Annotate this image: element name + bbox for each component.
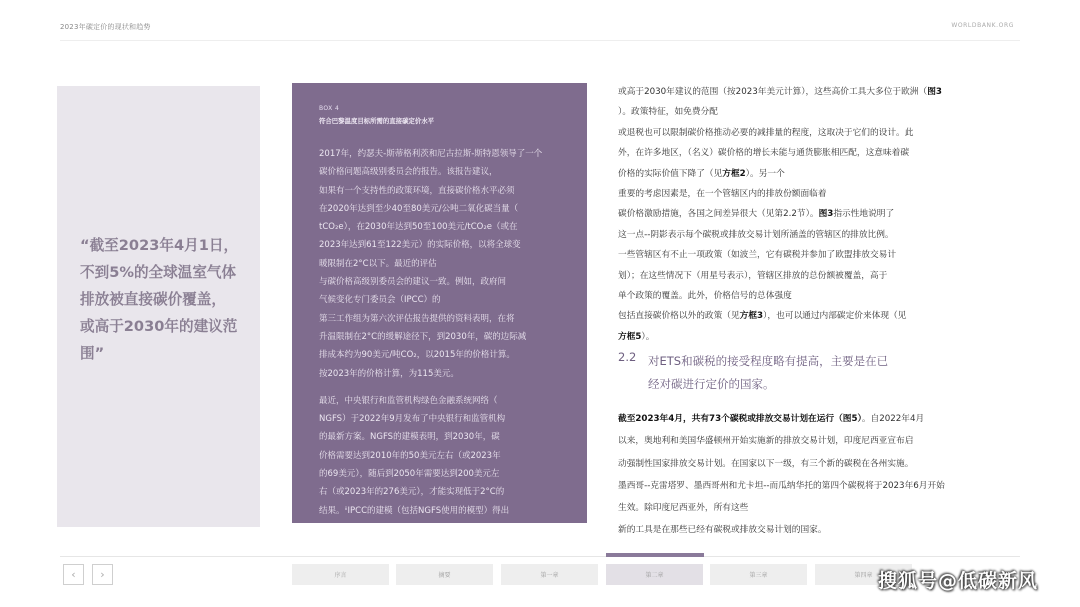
box4-line: 与碳价格高级别委员会的建议一致。例如，政府间 <box>319 277 507 288</box>
body-bold-ref: 图3 <box>818 209 834 220</box>
box4-title: 符合巴黎温度目标所需的直接碳定价水平 <box>319 117 435 125</box>
body-line <box>618 408 1038 430</box>
body-text: 划）；在这些情况下（用星号表示），管辖区排放的总份额被覆盖，高于 <box>618 270 888 281</box>
body-text: 重要的考虑因素是，在一个管辖区内的排放份额面临着 <box>618 189 827 200</box>
body-text: ）。政策特征，如免费分配 <box>618 107 718 118</box>
body-text: 碳价格激励措施，各国之间差异很大（见第2.2节）。 <box>618 209 819 220</box>
body-line <box>618 327 1038 347</box>
chapter-tab[interactable]: 第三章 <box>710 564 807 585</box>
box4-line: 在2020年达到至少40至80美元/公吨二氧化碳当量（ <box>319 203 519 214</box>
chapter-tab[interactable]: 第一章 <box>501 564 598 585</box>
body-line <box>618 184 1038 204</box>
box4-line: 碳价格问题高级别委员会的报告。该报告建议， <box>319 167 498 178</box>
body-text: 生效。除印度尼西亚外，所有这些 <box>618 503 749 514</box>
watermark: 搜狐号@低碳新风 <box>878 570 1039 592</box>
box4-line: 按2023年的价格计算，为115美元。 <box>319 368 459 379</box>
body-text: 或退税也可以限制碳价格推动必要的减排量的程度，这取决于它们的设计。此 <box>618 127 914 138</box>
box4-line: 的69美元），随后到2050年需要达到200美元左 <box>319 469 500 480</box>
body-bold-ref: 方框2 <box>722 168 746 179</box>
body-text: 指示性地说明了 <box>833 209 895 220</box>
chapter-tab[interactable]: 序言 <box>292 564 389 585</box>
active-tab-indicator <box>606 553 704 557</box>
previous-page-button[interactable] <box>63 564 84 585</box>
body-text: ），也可以通过内部碳定价来体现（见 <box>763 311 907 322</box>
section-title-line: 对ETS和碳税的接受程度略有提高，主要是在已 <box>648 354 889 368</box>
body-text-bottom <box>618 408 1038 542</box>
body-text: 动强制性国家排放交易计划。在国家以下一级，有三个新的碳税在各州实施。 <box>618 458 914 469</box>
box4-line: 第三工作组为第六次评估报告提供的资料表明，在将 <box>319 313 515 324</box>
body-line <box>618 164 1038 184</box>
body-text: 一些管辖区有不止一项政策（如波兰，它有碳税并参加了欧盟排放交易计 <box>618 250 896 261</box>
body-bold-ref: 截至2023年4月，共有73个碳税或排放交易计划在运行（图5） <box>618 414 862 424</box>
document-header-title: 2023年碳定价的现状和趋势 <box>60 23 151 31</box>
box4-line: 暖限制在2°C以下。最近的评估 <box>319 258 437 269</box>
body-text: 新的工具是在那些已经有碳税或排放交易计划的国家。 <box>618 525 827 536</box>
body-text: 这一点--阴影表示每个碳税或排放交易计划所涵盖的管辖区的排放比例。 <box>618 229 894 240</box>
body-bold-ref: 方框5 <box>618 331 642 342</box>
section-number: 2.2 <box>618 350 637 364</box>
body-line <box>618 102 1038 122</box>
site-name[interactable]: WORLDBANK.ORG <box>951 22 1014 29</box>
body-line <box>618 475 1038 497</box>
box4-line: 气候变化专门委员会（IPCC）的 <box>319 295 441 306</box>
body-line <box>618 286 1038 306</box>
section-title-line: 经对碳进行定价的国家。 <box>648 377 775 391</box>
body-line <box>618 497 1038 519</box>
body-line <box>618 204 1038 224</box>
body-text: 以来，奥地利和美国华盛顿州开始实施新的排放交易计划，印度尼西亚宣布启 <box>618 436 914 447</box>
tabs-divider <box>60 556 1020 557</box>
box4-line: tCO₂e），在2030年达到50至100美元/tCO₂e（或在 <box>319 222 518 233</box>
chapter-tab[interactable]: 第四章 <box>815 564 912 585</box>
body-line <box>618 266 1038 286</box>
box4-line: NGFS）于2022年9月发布了中央银行和监管机构 <box>319 414 506 425</box>
body-line <box>618 143 1038 163</box>
pull-quote: “截至2023年4月1日，不到5%的全球温室气体排放被直接碳价覆盖，或高于2030年的建议范围” <box>80 237 239 362</box>
body-text: 。自2022年4月 <box>861 414 925 424</box>
body-line <box>618 306 1038 326</box>
section-title <box>648 350 888 396</box>
chevron-left-icon: ‹ <box>71 568 76 581</box>
body-line <box>618 225 1038 245</box>
next-page-button[interactable] <box>92 564 113 585</box>
body-bold-ref: 方框3 <box>739 311 764 322</box>
body-text: ）。 <box>641 331 655 342</box>
box4-line: 2023年达到61至122美元）的实际价格，以将全球变 <box>319 240 521 251</box>
body-text: ）。另一个 <box>745 168 785 179</box>
body-text: 或高于2030年建议的范围（按2023年美元计算），这些高价工具大多位于欧洲（ <box>618 87 928 97</box>
box4-line: 2017年，约瑟夫-斯蒂格利茨和尼古拉斯-斯特恩领导了一个 <box>319 149 543 159</box>
box4-line: 升温限制在2°C的缓解途径下，到2030年，碳的边际减 <box>319 331 527 342</box>
body-text: 墨西哥--克雷塔罗、墨西哥州和尤卡坦--而瓜纳华托的第四个碳税将于2023年6月开始 <box>618 480 945 491</box>
body-text: 单个政策的覆盖。此外，价格信号的总体强度 <box>618 291 792 302</box>
body-text-top <box>618 82 1038 347</box>
box4-line: 如果有一个支持性的政策环境，直接碳价格水平必须 <box>319 185 515 196</box>
body-line <box>618 453 1038 475</box>
box4-body <box>319 145 577 520</box>
body-bold-ref: 图3 <box>927 87 942 97</box>
body-line <box>618 82 1038 102</box>
chevron-right-icon: › <box>100 568 105 581</box>
body-text: 包括直接碳价格以外的政策（见 <box>618 311 740 322</box>
body-line <box>618 123 1038 143</box>
body-line <box>618 519 1038 541</box>
box4-panel <box>292 83 587 523</box>
chapter-tab[interactable]: 第二章 <box>606 564 703 585</box>
body-line <box>618 245 1038 265</box>
box4-label: BOX 4 <box>319 105 340 112</box>
box4-line: 最近，中央银行和监管机构绿色金融系统网络（ <box>319 395 498 406</box>
header-divider <box>60 40 1020 41</box>
box4-line: 排成本约为90美元/吨CO₂，以2015年的价格计算。 <box>319 350 515 361</box>
box4-line: 价格需要达到2010年的50美元左右（或2023年 <box>319 450 501 461</box>
box4-line: 右（或2023年的276美元），才能实现低于2°C的 <box>319 487 505 498</box>
box4-line: 的最新方案。NGFS的建模表明，到2030年，碳 <box>319 432 500 443</box>
body-line <box>618 430 1038 452</box>
box4-line: 结果。ⁱⁱIPCC的建模（包括NGFS使用的模型）得出 <box>319 505 510 516</box>
chapter-tab[interactable]: 摘要 <box>396 564 493 585</box>
body-text: 外，在许多地区，（名义）碳价格的增长未能与通货膨胀相匹配，这意味着碳 <box>618 148 910 159</box>
body-text: 价格的实际价值下降了（见 <box>618 168 723 179</box>
